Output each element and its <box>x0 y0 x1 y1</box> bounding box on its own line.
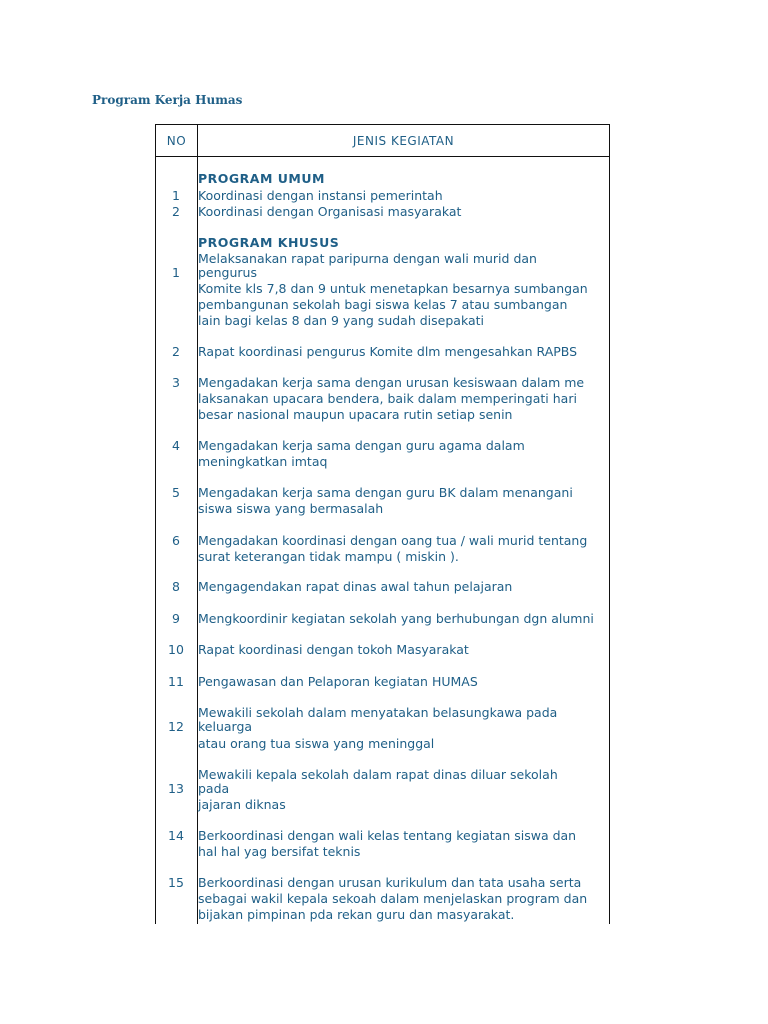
row-text: sebagai wakil kepala sekoah dalam menjelaskan program dan <box>198 891 588 906</box>
row-text: Mewakili kepala sekolah dalam rapat dinas diluar sekolah <box>198 767 558 782</box>
row-text: atau orang tua siswa yang meninggal <box>198 736 435 751</box>
document-title: Program Kerja Humas <box>92 93 243 107</box>
row-text: surat keterangan tidak mampu ( miskin ). <box>198 549 459 564</box>
row-text: siswa siswa yang bermasalah <box>198 501 384 516</box>
row-text: lain bagi kelas 8 dan 9 yang sudah disepakati <box>198 313 484 328</box>
row-number: 1 <box>172 188 180 203</box>
row-number: 10 <box>168 642 184 657</box>
row-number: 9 <box>172 611 180 626</box>
row-text: Pengawasan dan Pelaporan kegiatan HUMAS <box>198 674 478 689</box>
row-number: 2 <box>172 204 180 219</box>
row-text: Mengadakan koordinasi dengan oang tua / wali murid tentang <box>198 533 588 548</box>
row-text: Berkoordinasi dengan urusan kurikulum dan tata usaha serta <box>198 875 582 890</box>
row-text: Rapat koordinasi pengurus Komite dlm mengesahkan RAPBS <box>198 344 578 359</box>
row-number: 15 <box>168 875 184 890</box>
program-khusus-heading: PROGRAM KHUSUS <box>198 235 340 250</box>
row-text: Mengadakan kerja sama dengan guru agama dalam <box>198 438 525 453</box>
row-text: Mengagendakan rapat dinas awal tahun pelajaran <box>198 579 513 594</box>
row-text: Koordinasi dengan Organisasi masyarakat <box>198 204 462 219</box>
row-text: pembangunan sekolah bagi siswa kelas 7 atau sumbangan <box>198 297 568 312</box>
row-number: 8 <box>172 579 180 594</box>
row-text: pada <box>198 781 230 796</box>
row-number: 6 <box>172 533 180 548</box>
row-text: Melaksanakan rapat paripurna dengan wali murid dan <box>198 251 537 266</box>
row-number: 5 <box>172 485 180 500</box>
row-text: hal hal yag bersifat teknis <box>198 844 361 859</box>
row-text: jajaran diknas <box>198 797 286 812</box>
program-umum-heading: PROGRAM UMUM <box>198 171 325 186</box>
header-jenis-kegiatan: JENIS KEGIATAN <box>352 134 455 148</box>
row-number: 13 <box>168 781 184 796</box>
row-number: 3 <box>172 375 180 390</box>
row-text: Komite kls 7,8 dan 9 untuk menetapkan besarnya sumbangan <box>198 281 588 296</box>
row-number: 12 <box>168 719 184 734</box>
row-number: 11 <box>168 674 184 689</box>
row-number: 2 <box>172 344 180 359</box>
row-text: keluarga <box>198 719 253 734</box>
row-text: laksanakan upacara bendera, baik dalam memperingati hari <box>198 391 577 406</box>
row-text: besar nasional maupun upacara rutin setiap senin <box>198 407 513 422</box>
row-text: Berkoordinasi dengan wali kelas tentang kegiatan siswa dan <box>198 828 577 843</box>
header-divider <box>156 156 609 157</box>
row-text: Koordinasi dengan instansi pemerintah <box>198 188 443 203</box>
row-number: 1 <box>172 265 180 280</box>
header-no: NO <box>166 134 187 148</box>
row-text: bijakan pimpinan pda rekan guru dan masyarakat. <box>198 907 515 922</box>
row-text: Mengadakan kerja sama dengan urusan kesiswaan dalam me <box>198 375 585 390</box>
row-text: Mengadakan kerja sama dengan guru BK dalam menangani <box>198 485 573 500</box>
row-text: meningkatkan imtaq <box>198 454 328 469</box>
row-number: 4 <box>172 438 180 453</box>
row-text: Mewakili sekolah dalam menyatakan belasungkawa pada <box>198 705 558 720</box>
row-text: Mengkoordinir kegiatan sekolah yang berhubungan dgn alumni <box>198 611 594 626</box>
row-text: Rapat koordinasi dengan tokoh Masyarakat <box>198 642 469 657</box>
row-number: 14 <box>168 828 184 843</box>
row-text: pengurus <box>198 265 257 280</box>
